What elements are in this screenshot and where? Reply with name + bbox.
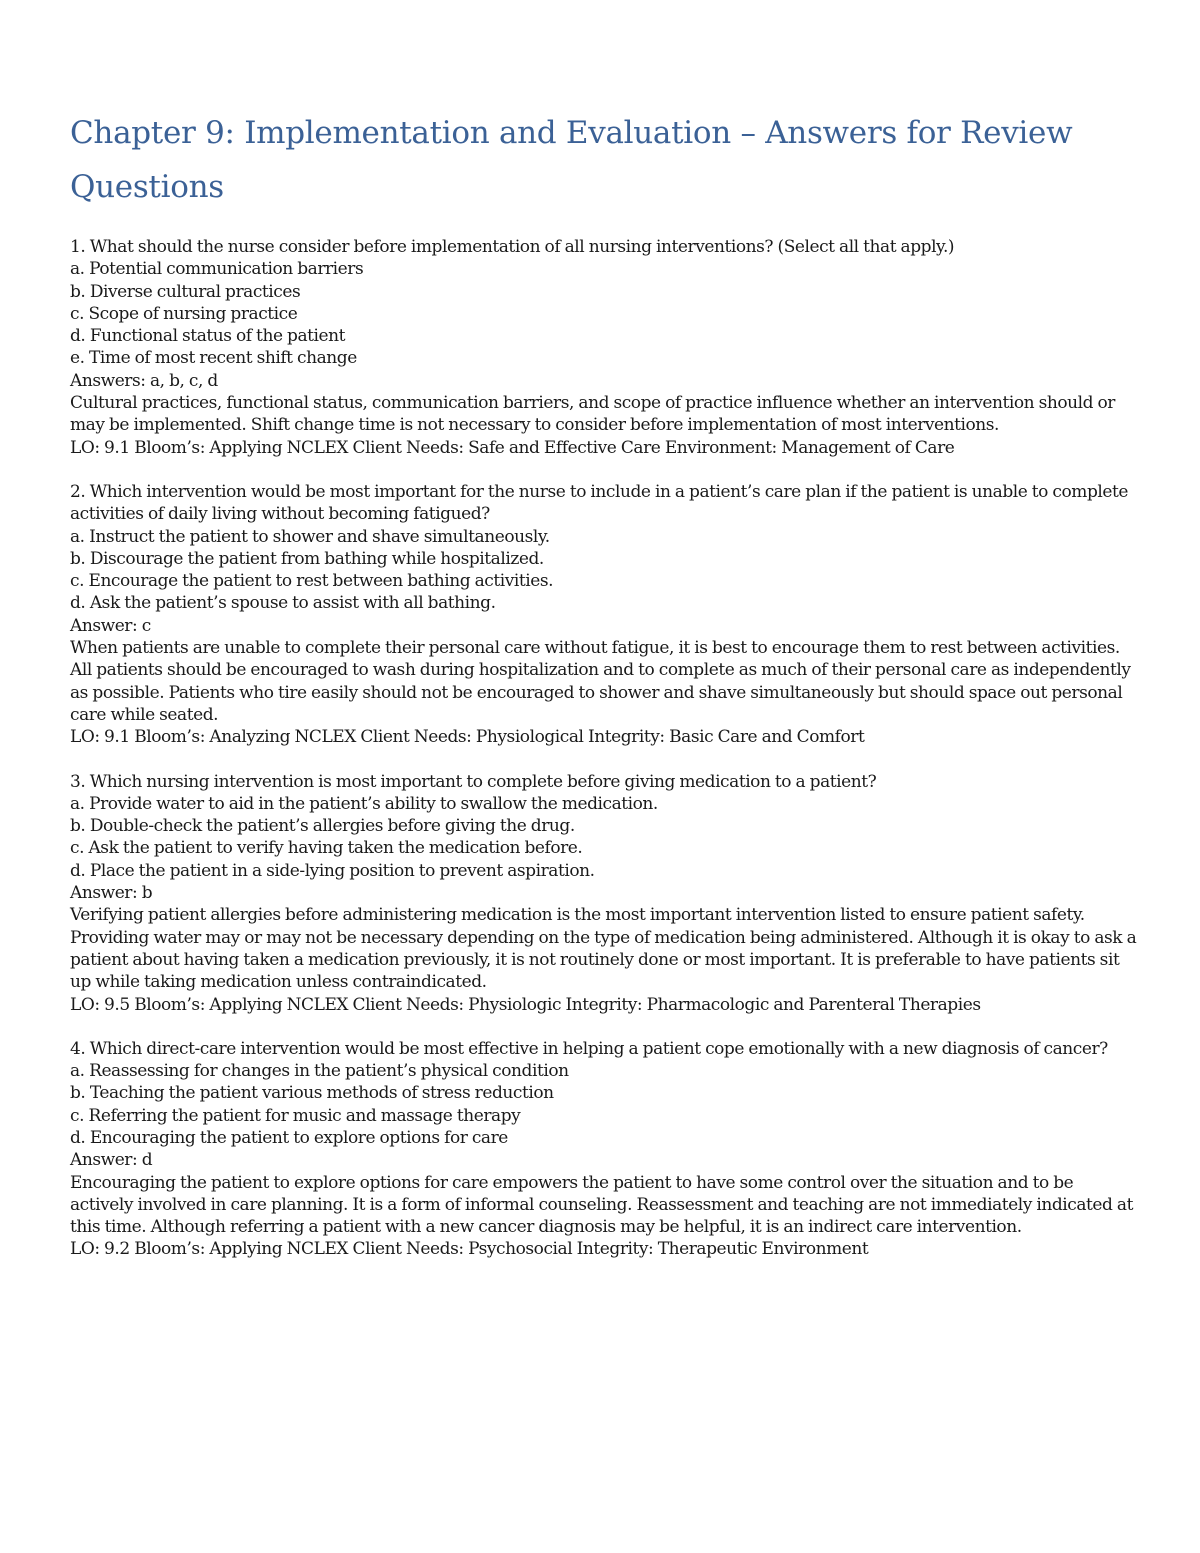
question-text: 1. What should the nurse consider before implementation of all nursing interventions? (Select all that apply.)	[70, 237, 955, 257]
answer-option: b. Teaching the patient various methods of stress reduction	[70, 1083, 554, 1104]
answer-rationale: When patients are unable to complete their personal care without fatigue, it is best to encourage them to rest between activities. All patients should be encouraged to wash during hospitalization and to complete as much of their personal care as independently as possible. Patients who tire easily should not be encouraged to shower and shave simultaneously but should space out personal care while seated.	[70, 638, 1131, 725]
review-question	[70, 771, 1140, 1016]
question-text: 4. Which direct-care intervention would be most effective in helping a patient cope emotionally with a new diagnosis of cancer?	[70, 1038, 1108, 1059]
review-question	[70, 481, 1140, 749]
answer-option: a. Reassessing for changes in the patient’s physical condition	[70, 1061, 569, 1082]
correct-answer: Answer: c	[70, 615, 151, 636]
answer-option: d. Encouraging the patient to explore options for care	[70, 1127, 508, 1148]
review-question	[70, 236, 1140, 459]
answer-option: c. Encourage the patient to rest between bathing activities.	[70, 571, 554, 592]
learning-objective: LO: 9.5 Bloom’s: Applying NCLEX Client Needs: Physiologic Integrity: Pharmacologic and Parenteral Therapies	[70, 994, 981, 1015]
document-page	[70, 106, 1140, 1261]
answer-option: c. Referring the patient for music and massage therapy	[70, 1105, 521, 1126]
answer-option: e. Time of most recent shift change	[70, 348, 357, 369]
review-question	[70, 1038, 1140, 1261]
learning-objective: LO: 9.1 Bloom’s: Analyzing NCLEX Client Needs: Physiological Integrity: Basic Care and Comfort	[70, 727, 865, 748]
answer-rationale: Verifying patient allergies before administering medication is the most important intervention listed to ensure patient safety. Providing water may or may not be necessary depending on the type of medication being administered. Although it is okay to ask a patient about having taken a medication previously, it is not routinely done or most important. It is preferable to have patients sit up while taking medication unless contraindicated.	[70, 905, 1137, 993]
answer-option: b. Diverse cultural practices	[70, 281, 301, 302]
learning-objective: LO: 9.1 Bloom’s: Applying NCLEX Client Needs: Safe and Effective Care Environment: Management of Care	[70, 437, 955, 458]
correct-answer: Answer: d	[70, 1150, 153, 1171]
answer-option: d. Ask the patient’s spouse to assist with all bathing.	[70, 593, 496, 614]
answer-option: a. Potential communication barriers	[70, 259, 364, 280]
correct-answer: Answer: b	[70, 883, 153, 904]
answer-rationale: Encouraging the patient to explore options for care empowers the patient to have some control over the situation and to be actively involved in care planning. It is a form of informal counseling. Reassessment and teaching are not immediately indicated at this time. Although referring a patient with a new cancer diagnosis may be helpful, it is an indirect care intervention.	[70, 1172, 1133, 1238]
answer-option: d. Functional status of the patient	[70, 326, 345, 347]
chapter-title: Chapter 9: Implementation and Evaluation – Answers for Review Questions	[70, 115, 1073, 205]
answer-option: c. Ask the patient to verify having taken the medication before.	[70, 838, 583, 859]
answer-option: d. Place the patient in a side-lying position to prevent aspiration.	[70, 860, 595, 881]
correct-answer: Answers: a, b, c, d	[70, 370, 218, 391]
answer-option: a. Instruct the patient to shower and shave simultaneously.	[70, 526, 550, 547]
answer-rationale: Cultural practices, functional status, communication barriers, and scope of practice influence whether an intervention should or may be implemented. Shift change time is not necessary to consider before implementation of most interventions.	[70, 393, 1115, 436]
question-text: 2. Which intervention would be most important for the nurse to include in a patient’s care plan if the patient is unable to complete activities of daily living without becoming fatigued?	[70, 481, 1128, 525]
question-text: 3. Which nursing intervention is most important to complete before giving medication to a patient?	[70, 771, 877, 792]
learning-objective: LO: 9.2 Bloom’s: Applying NCLEX Client Needs: Psychosocial Integrity: Therapeutic Environment	[70, 1239, 869, 1260]
answer-option: b. Discourage the patient from bathing while hospitalized.	[70, 548, 544, 569]
answer-option: b. Double-check the patient’s allergies before giving the drug.	[70, 816, 575, 837]
answer-option: a. Provide water to aid in the patient’s ability to swallow the medication.	[70, 793, 658, 814]
answer-option: c. Scope of nursing practice	[70, 303, 298, 324]
